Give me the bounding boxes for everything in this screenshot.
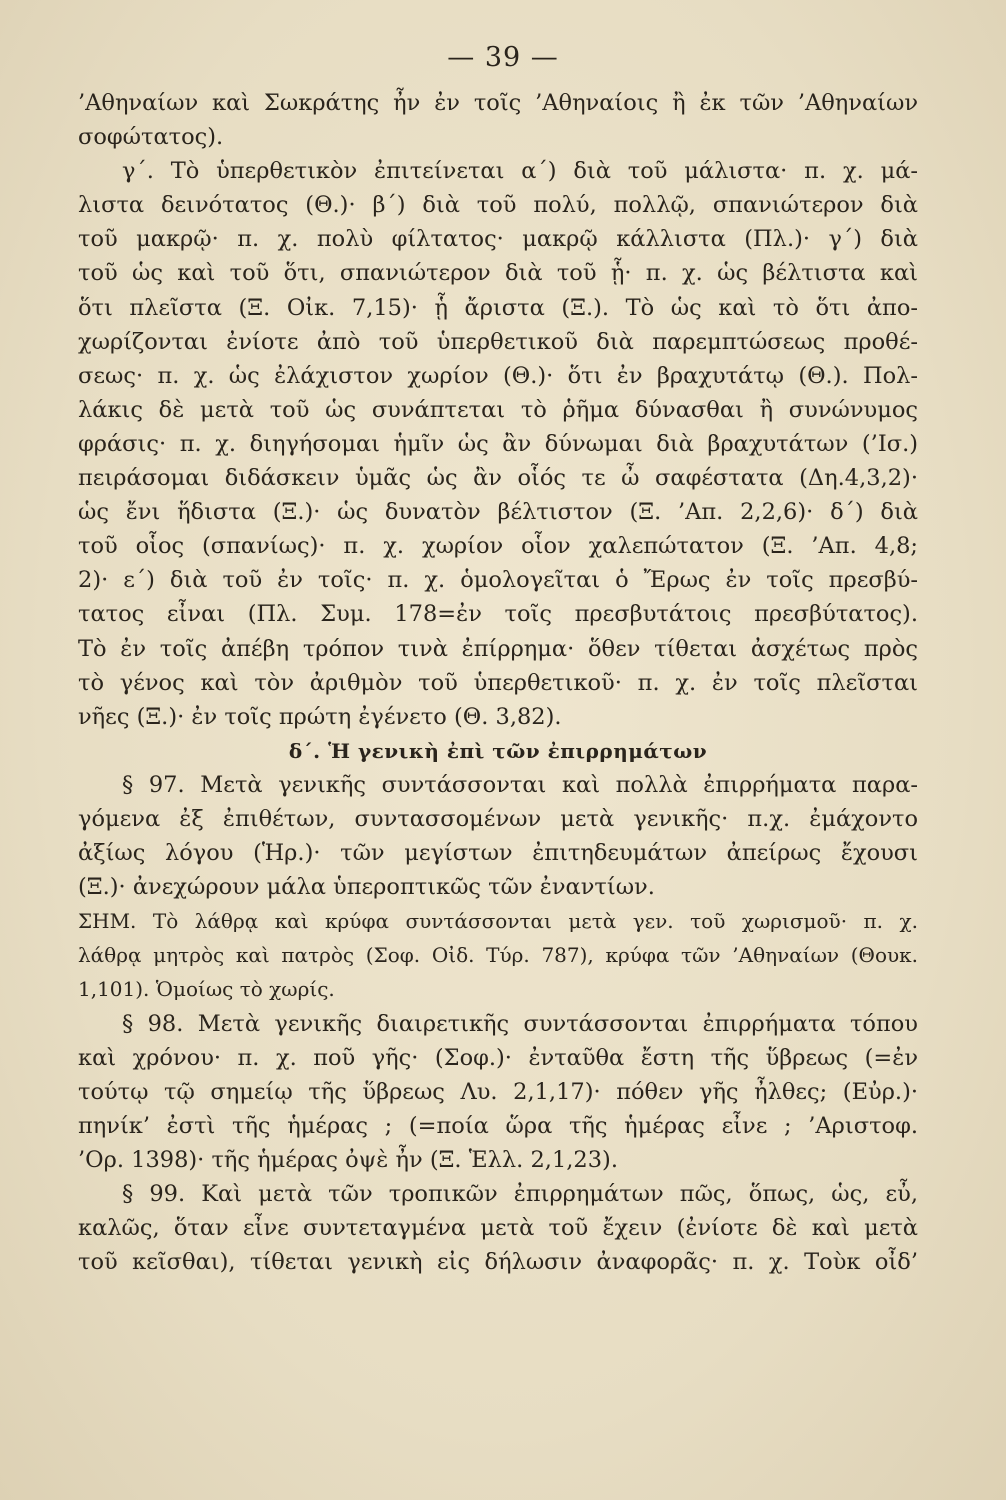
text-line: ἀξίως λόγου (Ἡρ.)· τῶν μεγίστων ἐπιτηδευμάτων ἀπείρως ἔχουσι — [78, 840, 918, 867]
text-line: 2)· ε΄) διὰ τοῦ ἐν τοῖς· π. χ. ὁμολογεῖται ὁ Ἔρως ἐν τοῖς πρεσβύ- — [78, 567, 918, 594]
text-line: ’Αθηναίων καὶ Σωκράτης ἦν ἐν τοῖς ’Αθηναίοις ἢ ἐκ τῶν ’Αθηναίων — [78, 90, 918, 116]
section-heading: δ΄. Ἡ γενικὴ ἐπὶ τῶν ἐπιρρημάτων — [288, 738, 708, 763]
text-line: σεως· π. χ. ὡς ἐλάχιστον χωρίον (Θ.)· ὅτι ἐν βραχυτάτῳ (Θ.). Πολ- — [78, 362, 918, 389]
body-text — [78, 86, 918, 1279]
text-line: τοῦ μακρῷ· π. χ. πολὺ φίλτατος· μακρῷ κάλλιστα (Πλ.)· γ΄) διὰ — [78, 226, 918, 253]
text-line: Τὸ ἐν τοῖς ἀπέβη τρόπον τινὰ ἐπίρρημα· ὅθεν τίθεται ἀσχέτως πρὸς — [78, 635, 918, 662]
text-line: τούτῳ τῷ σημείῳ τῆς ὕβρεως Λυ. 2,1,17)· πόθεν γῆς ἦλθες; (Εὐρ.)· — [78, 1078, 918, 1105]
text-line: πειράσομαι διδάσκειν ὑμᾶς ὡς ἂν οἷός τε ὦ σαφέστατα (Δη.4,3,2)· — [78, 465, 918, 492]
text-line: λιστα δεινότατος (Θ.)· β΄) διὰ τοῦ πολύ, πολλῷ, σπανιώτερον διὰ — [78, 192, 918, 219]
page-number: — 39 — — [447, 42, 559, 73]
text-line: § 97. Μετὰ γενικῆς συντάσσονται καὶ πολλὰ ἐπιρρήματα παρα- — [122, 771, 918, 798]
text-line: γόμενα ἐξ ἐπιθέτων, συντασσομένων μετὰ γενικῆς· π.χ. ἐμάχοντο — [78, 805, 918, 832]
text-line: σοφώτατος). — [78, 124, 224, 151]
text-line: τοῦ οἷος (σπανίως)· π. χ. χωρίον οἷον χαλεπώτατον (Ξ. ’Απ. 4,8; — [78, 533, 918, 560]
text-line: καὶ χρόνου· π. χ. ποῦ γῆς· (Σοφ.)· ἐνταῦθα ἔστη τῆς ὕβρεως (=ἐν — [78, 1044, 918, 1071]
note-line: λάθρᾳ μητρὸς καὶ πατρὸς (Σοφ. Οἰδ. Τύρ. 787), κρύφα τῶν ’Αθηναίων (Θουκ. — [78, 943, 918, 968]
text-line: (Ξ.)· ἀνεχώρουν μάλα ὑπεροπτικῶς τῶν ἐναντίων. — [78, 874, 655, 901]
text-line: τατος εἶναι (Πλ. Συμ. 178=ἐν τοῖς πρεσβυτάτοις πρεσβύτατος). — [78, 601, 918, 628]
text-line: § 99. Καὶ μετὰ τῶν τροπικῶν ἐπιρρημάτων πῶς, ὅπως, ὡς, εὖ, — [122, 1181, 918, 1207]
text-line: λάκις δὲ μετὰ τοῦ ὡς συνάπτεται τὸ ῥῆμα δύνασθαι ἢ συνώνυμος — [78, 396, 918, 423]
text-line: τὸ γένος καὶ τὸν ἀριθμὸν τοῦ ὑπερθετικοῦ· π. χ. ἐν τοῖς πλεῖσται — [78, 669, 918, 696]
text-line: φράσις· π. χ. διηγήσομαι ἡμῖν ὡς ἂν δύνωμαι διὰ βραχυτάτων (’Ισ.) — [78, 430, 918, 457]
text-line: τοῦ κεῖσθαι), τίθεται γενικὴ εἰς δήλωσιν ἀναφορᾶς· π. χ. Τοὺκ οἶδ’ — [78, 1249, 918, 1276]
text-line: χωρίζονται ἐνίοτε ἀπὸ τοῦ ὑπερθετικοῦ διὰ παρεμπτώσεως προθέ- — [78, 328, 918, 355]
text-line: νῆες (Ξ.)· ἐν τοῖς πρώτη ἐγένετο (Θ. 3,82). — [78, 703, 562, 730]
note-line: 1,101). Ὁμοίως τὸ χωρίς. — [78, 977, 335, 1002]
text-line: τοῦ ὡς καὶ τοῦ ὅτι, σπανιώτερον διὰ τοῦ ᾗ· π. χ. ὡς βέλτιστα καὶ — [78, 260, 918, 287]
text-line: ὅτι πλεῖστα (Ξ. Οἰκ. 7,15)· ᾗ ἄριστα (Ξ.). Τὸ ὡς καὶ τὸ ὅτι ἀπο- — [78, 294, 918, 321]
text-line: γ΄. Τὸ ὑπερθετικὸν ἐπιτείνεται α΄) διὰ τοῦ μάλιστα· π. χ. μά- — [122, 158, 918, 185]
text-line: § 98. Μετὰ γενικῆς διαιρετικῆς συντάσσονται ἐπιρρήματα τόπου — [122, 1010, 918, 1037]
text-line: ’Ορ. 1398)· τῆς ἡμέρας ὀψὲ ἦν (Ξ. Ἑλλ. 2,1,23). — [78, 1146, 618, 1173]
text-line: πηνίκ’ ἐστὶ τῆς ἡμέρας ; (=ποία ὥρα τῆς ἡμέρας εἶνε ; ’Αριστοφ. — [78, 1112, 918, 1139]
text-line: ὡς ἔνι ἥδιστα (Ξ.)· ὡς δυνατὸν βέλτιστον (Ξ. ’Απ. 2,2,6)· δ΄) διὰ — [78, 499, 918, 526]
text-line: καλῶς, ὅταν εἶνε συντεταγμένα μετὰ τοῦ ἔχειν (ἐνίοτε δὲ καὶ μετὰ — [78, 1215, 918, 1242]
note-line: ΣΗΜ. Τὸ λάθρᾳ καὶ κρύφα συντάσσονται μετὰ γεν. τοῦ χωρισμοῦ· π. χ. — [78, 909, 918, 934]
